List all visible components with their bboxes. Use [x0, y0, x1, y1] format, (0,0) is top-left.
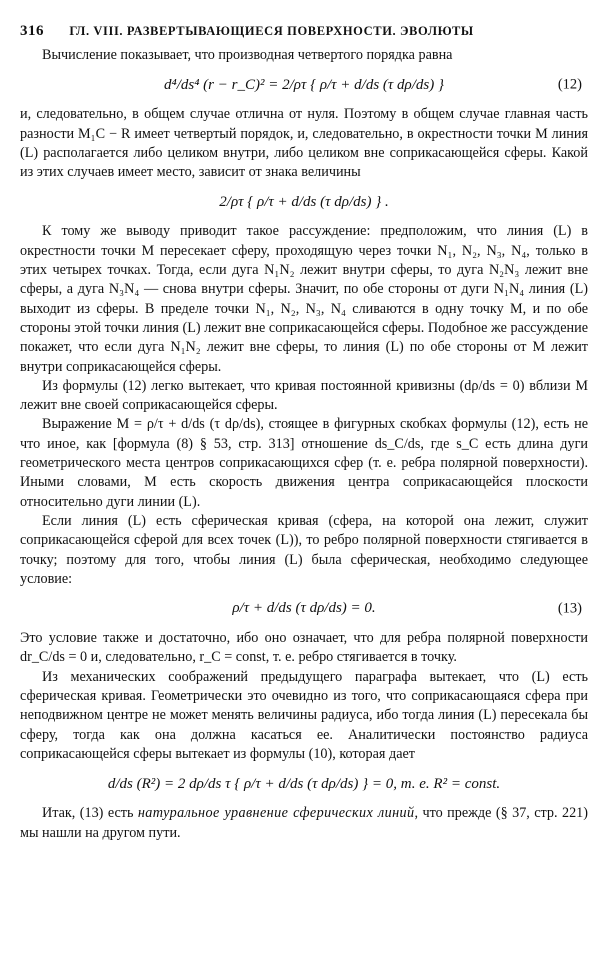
natural-equation-phrase: натуральное уравнение сферических линий — [137, 805, 415, 822]
chapter-title: ГЛ. VIII. РАЗВЕРТЫВАЮЩИЕСЯ ПОВЕРХНОСТИ. ЭВОЛЮТЫ — [69, 24, 474, 38]
paragraph-spherical-curve: Если линия (L) есть сферическая кривая (сфера, на которой она лежит, служит соприкасающейся сферой для всех точек (L)), то ребро полярной поверхности стягивается в точку; поэтому для того, чтобы линия (L) была сферическая, необходимо следующее условие: — [20, 512, 588, 587]
paragraph-constant-curvature: Из формулы (12) легко вытекает, что кривая постоянной кривизны (dρ/ds = 0) вблизи M лежит вне своей соприкасающейся сферы. — [20, 377, 588, 414]
page-number: 316 — [20, 23, 44, 39]
equation-sign-body: 2/ρτ { ρ/τ + d/ds (τ dρ/ds) } . — [219, 193, 389, 210]
paragraph-sufficiency: Это условие также и достаточно, ибо оно означает, что для ребра полярной поверхности dr_C/ds = 0 и, следовательно, r_C = const, т. е. ребро стягивается в точку. — [20, 630, 588, 666]
paragraph-intro: Вычисление показывает, что производная четвертого порядка равна — [42, 47, 453, 63]
equation-13-body: ρ/τ + d/ds (τ dρ/ds) = 0. — [232, 600, 376, 617]
paragraph-mechanical: Из механических соображений предыдущего параграфа вытекает, что (L) есть сферическая кривая. Геометрически это очевидно из того, что соприкасающаяся сфера при неподвижном центре не может менять величины радиуса, ибо тогда линия (L) пересекала бы сферу, тогда как она должна касаться ее. Аналитически постоянство радиуса соприкасающейся сферы вытекает из формулы (10), которая дает — [20, 668, 588, 762]
equation-sign — [20, 182, 588, 222]
equation-final-body: d/ds (R²) = 2 dρ/ds τ { ρ/τ + d/ds (τ dρ/ds) } = 0, т. е. R² = const. — [107, 775, 501, 792]
paragraph-expression: Выражение M = ρ/τ + d/ds (τ dρ/ds), стоящее в фигурных скобках формулы (12), есть не что иное, как [формула (8) § 53, стр. 313] отношение ds_C/ds, где s_C есть длина дуги геометрического места центров соприкасающихся сфер (т. е. ребра полярной поверхности). Иными словами, M есть скорость движения центра соприкасающейся плоскости относительно дуги линии (L). — [20, 416, 588, 510]
running-header — [20, 16, 588, 46]
paragraph-order: и, следовательно, в общем случае отлична от нуля. Поэтому в общем случае главная часть разности M₁C − R имеет четвертый порядок, и, следовательно, в окрестности точки M линия (L) располагается либо целиком внутри, либо целиком вне соприкасающейся сферы. Какой из этих случаев имеет место, зависит от знака величины — [20, 106, 588, 181]
book-page — [20, 16, 588, 946]
equation-13 — [20, 589, 588, 629]
equation-final — [20, 764, 588, 804]
equation-12 — [20, 65, 588, 105]
paragraph-conclusion — [20, 804, 588, 843]
page-body — [20, 46, 588, 843]
paragraph-reasoning: К тому же выводу приводит такое рассуждение: предположим, что линия (L) в окрестности точки M пересекает сферу, проходящую через точки N₁, N₂, N₃, N₄, только в этих четырех точках. Тогда, если дуга N₁N₂ лежит внутри сферы, то дуга N₂N₃ лежит вне сферы, а дуга N₃N₄ — снова внутри сферы. Значит, по обе стороны от дуги N₁N₄ линия (L) выходит из сферы. В пределе точки N₁, N₂, N₃, N₄ сливаются в одну точку M, и по обе стороны этой точки линия (L) лежит вне соприкасающейся сферы. Подобное же рассуждение покажет, что если дуга N₁N₂ лежит вне сферы, то линия (L) по обе стороны от M лежит внутри соприкасающейся сферы. — [20, 223, 588, 375]
equation-12-number: (12) — [557, 76, 582, 93]
conclusion-text-end: , что прежде (§ 37, стр. 221) мы нашли на другом пути. — [20, 805, 588, 841]
conclusion-text-start: Итак, (13) есть — [42, 805, 138, 822]
equation-12-body: d⁴/ds⁴ (r − r_C)² = 2/ρτ { ρ/τ + d/ds (τ dρ/ds) } — [163, 76, 444, 93]
equation-13-number: (13) — [557, 600, 582, 617]
